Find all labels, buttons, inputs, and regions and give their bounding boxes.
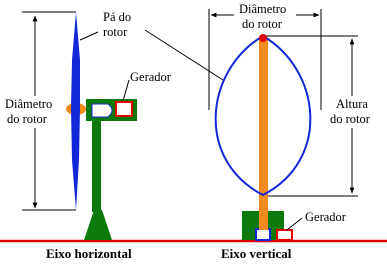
hawt-generator-label: Gerador (130, 70, 171, 84)
vawt-base-box (256, 229, 270, 240)
vawt-height-label-line1: Altura (336, 97, 368, 111)
hawt-generator-leader-line (123, 80, 129, 101)
vawt-generator (277, 230, 292, 240)
hawt-rotor-blade (71, 12, 80, 210)
vertical-axis-turbine (145, 2, 384, 261)
hawt-diameter-label-line1: Diâmetro (5, 97, 53, 111)
vawt-caption: Eixo vertical (221, 246, 292, 261)
vawt-height-label-line2: do rotor (330, 112, 370, 126)
vawt-generator-label: Gerador (305, 210, 346, 224)
vawt-diameter-label-line2: do rotor (242, 17, 282, 31)
horizontal-axis-turbine (3, 10, 172, 261)
hawt-blade-label-line1: Pá do (103, 10, 132, 24)
hawt-generator (116, 102, 132, 116)
hawt-caption: Eixo horizontal (46, 246, 132, 261)
vawt-mast (259, 38, 268, 230)
hawt-tower-base (84, 210, 112, 240)
vawt-diameter-label-line1: Diâmetro (239, 2, 287, 16)
hawt-tower (92, 118, 101, 212)
hawt-nacelle-cover (92, 104, 112, 117)
vawt-top-bearing (259, 34, 267, 42)
vawt-generator-leader-line (287, 218, 302, 230)
hawt-blade-label-line2: rotor (103, 25, 128, 39)
hawt-blade-leader-line (80, 32, 98, 40)
hawt-diameter-label-line2: do rotor (7, 112, 47, 126)
